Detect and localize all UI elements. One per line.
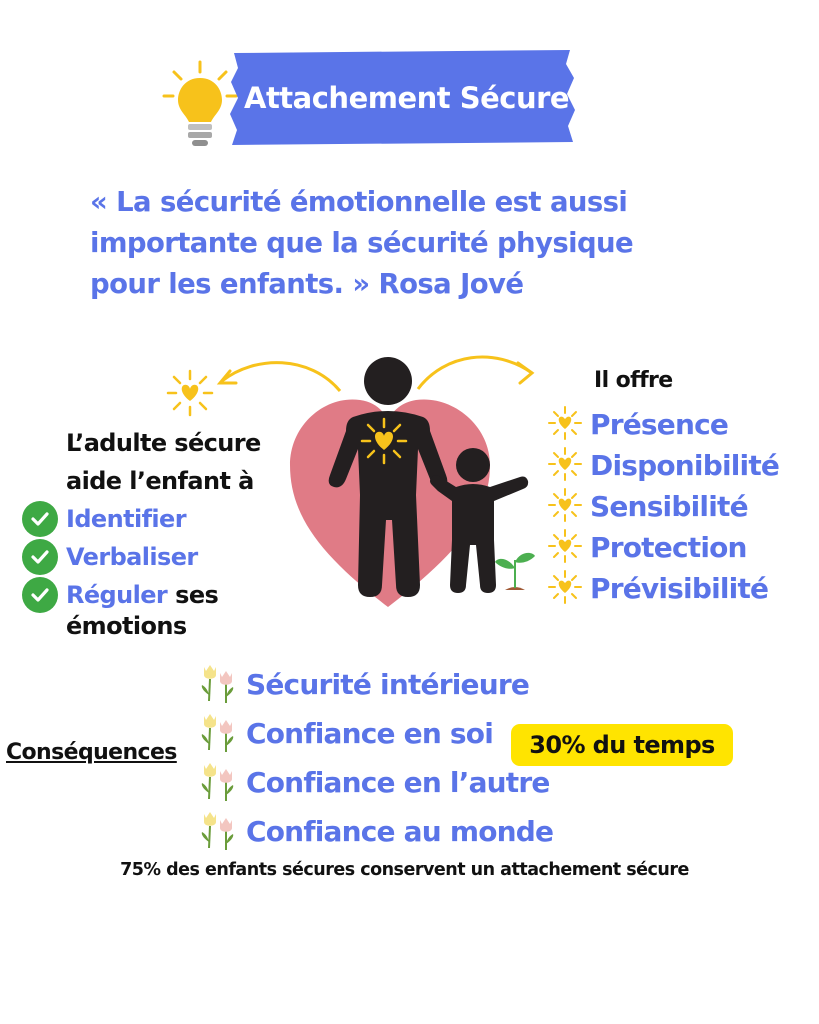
offer-text: Disponibilité bbox=[590, 449, 780, 482]
offer-item bbox=[548, 527, 779, 568]
left-arrow-icon bbox=[222, 363, 340, 391]
check-icon bbox=[22, 539, 58, 575]
footer-statistic: 75% des enfants sécures conservent un attachement sécure bbox=[120, 860, 689, 880]
offer-item bbox=[548, 568, 779, 609]
emotions-text: émotions bbox=[66, 612, 187, 640]
action-item bbox=[22, 576, 218, 614]
check-icon bbox=[22, 501, 58, 537]
consequence-item bbox=[196, 758, 553, 807]
tulip-icon bbox=[196, 759, 240, 807]
tulip-icon bbox=[196, 710, 240, 758]
offer-item bbox=[548, 486, 779, 527]
offer-list bbox=[548, 404, 779, 609]
offer-text: Sensibilité bbox=[590, 490, 748, 523]
actions-list bbox=[22, 500, 218, 614]
consequence-text: Confiance au monde bbox=[246, 815, 554, 848]
adult-intro: L’adulte sécure aide l’enfant à bbox=[66, 429, 261, 495]
right-arrow-icon bbox=[418, 357, 532, 389]
action-label: Verbaliser bbox=[66, 543, 198, 571]
consequence-item bbox=[196, 807, 553, 856]
consequence-text: Confiance en soi bbox=[246, 717, 494, 750]
consequences-label: Conséquences bbox=[6, 740, 177, 765]
offer-item bbox=[548, 445, 779, 486]
tulip-icon bbox=[196, 661, 240, 709]
offer-text: Prévisibilité bbox=[590, 572, 769, 605]
action-item bbox=[22, 538, 218, 576]
quote: « La sécurité émotionnelle est aussi importante que la sécurité physique pour les enfants. » Rosa Jové bbox=[90, 186, 634, 300]
offer-label: Il offre bbox=[594, 368, 673, 393]
sun-heart-icon bbox=[548, 406, 582, 444]
consequence-item bbox=[196, 709, 553, 758]
consequence-text: Sécurité intérieure bbox=[246, 668, 530, 701]
consequence-text: Confiance en l’autre bbox=[246, 766, 550, 799]
title-banner bbox=[228, 50, 576, 145]
action-label: Réguler bbox=[66, 581, 168, 609]
consequence-item bbox=[196, 660, 553, 709]
consequences-list bbox=[196, 660, 553, 856]
action-label: Identifier bbox=[66, 505, 186, 533]
sun-heart-icon bbox=[548, 570, 582, 608]
action-suffix: ses bbox=[175, 581, 219, 609]
sun-heart-icon bbox=[548, 488, 582, 526]
offer-item bbox=[548, 404, 779, 445]
action-item bbox=[22, 500, 218, 538]
tulip-icon bbox=[196, 808, 240, 856]
offer-text: Présence bbox=[590, 408, 729, 441]
check-icon bbox=[22, 577, 58, 613]
offer-text: Protection bbox=[590, 531, 747, 564]
sun-heart-icon bbox=[168, 371, 212, 415]
sun-heart-icon bbox=[548, 447, 582, 485]
sun-heart-icon bbox=[548, 529, 582, 567]
page-title: Attachement Sécure bbox=[244, 80, 570, 115]
sprout-icon bbox=[495, 553, 535, 590]
sun-heart-icon bbox=[362, 419, 406, 463]
percentage-badge: 30% du temps bbox=[511, 724, 733, 766]
